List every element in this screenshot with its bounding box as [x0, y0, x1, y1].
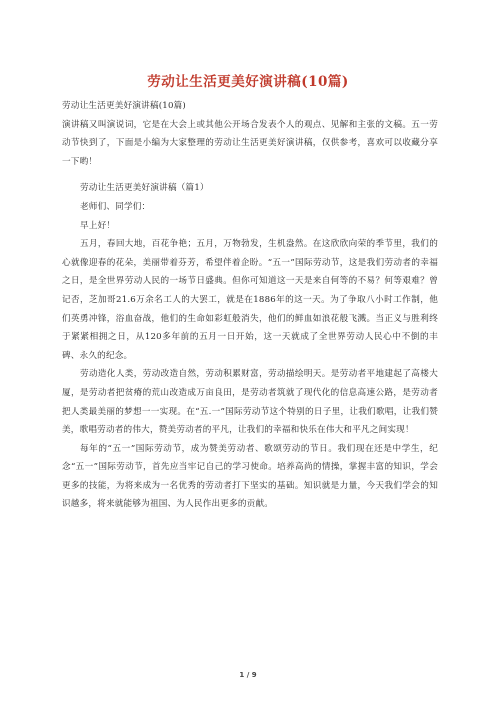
speech-title: 劳动让生活更美好演讲稿（篇1）: [80, 183, 209, 194]
body-paragraph: 劳动造化人类，劳动改造自然，劳动积累财富，劳动描绘明天。是劳动者平地建起了高楼大厦，是劳动者把贫瘠的荒山改造成万亩良田，是劳动者筑就了现代化的信息高速公路，是劳动者把人类最美丽的梦想一一实现。在“五.一”国际劳动节这个特别的日子里，让我们歌唱，让我们赞美，歌唱劳动者的伟大，赞美劳动者的平凡，让我们的幸福和快乐在伟大和平凡之间实现！: [62, 369, 438, 436]
document-title: 劳动让生活更美好演讲稿(10篇): [147, 74, 349, 90]
page-number: 1 / 9: [239, 671, 257, 679]
morning-greeting: 早上好！: [80, 220, 116, 231]
body-paragraph: 每年的“五一”国际劳动节，成为赞美劳动者、歌颂劳动的节日。我们现在还是中学生，纪念“五一”国际劳动节，首先应当牢记自己的学习使命。培养高尚的情操，掌握丰富的知识，学会更多的技能，为将来成为一名优秀的劳动者打下坚实的基础。知识就是力量，今天我们学会的知识越多，将来就能够为祖国、为人民作出更多的贡献。: [62, 443, 438, 510]
document-body: [62, 97, 438, 514]
intro-paragraph: 演讲稿又叫演说词，它是在大会上或其他公开场合发表个人的观点、见解和主张的文稿。五一劳动节快到了，下面是小编为大家整理的劳动让生活更美好演讲稿，仅供参考，喜欢可以收藏分享一下哟！: [62, 119, 438, 167]
greeting: 老师们、同学们：: [80, 201, 151, 212]
intro-heading: 劳动让生活更美好演讲稿(10篇): [62, 101, 186, 111]
body-paragraph: 五月，春回大地，百花争艳；五月，万物勃发，生机盎然。在这欣欣向荣的季节里，我们的心就像迎春的花朵，美丽带着芬芳，希望伴着企盼。“五一”国际劳动节，这是我们劳动者的幸福之日，是全世界劳动人民的一场节日盛典。但你可知道这一天是来自何等的不易？何等艰难？曾记否，芝加哥21.6万余名工人的大罢工，就是在1886年的这一天。为了争取八小时工作制，他们英勇冲锋，浴血奋战，他们的生命如彩虹般消失，他们的鲜血如浪花般飞溅。当正义与胜利终于紧紧相拥之日，从120多年前的五月一日开始，这一天就成了全世界劳动人民心中不倒的丰碑、永久的纪念。: [62, 239, 438, 361]
